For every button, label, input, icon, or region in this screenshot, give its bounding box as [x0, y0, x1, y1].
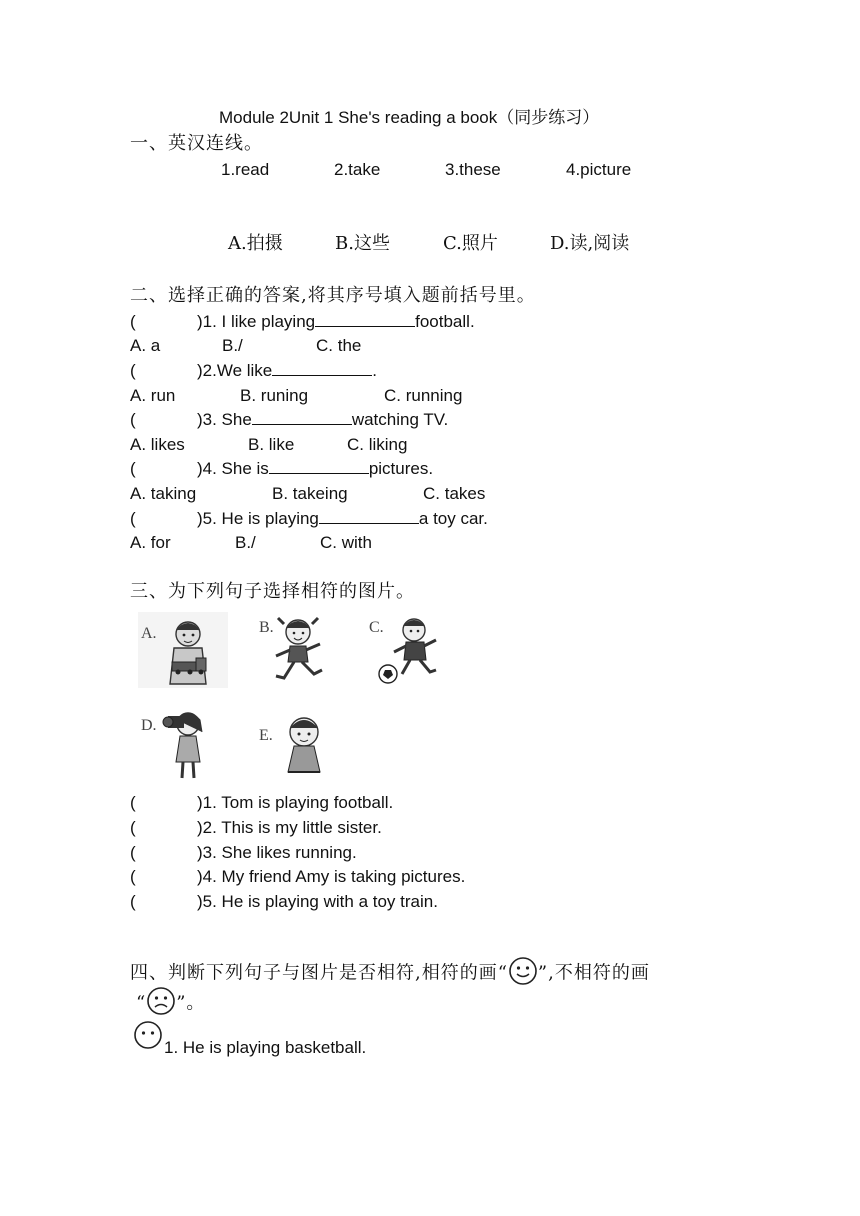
picture-label-b: B.	[259, 619, 274, 636]
answer-blank[interactable]	[269, 459, 369, 474]
picture-b	[256, 612, 336, 688]
sentence: )1. Tom is playing football.	[197, 793, 394, 812]
question-stem: )5. He is playing a toy car.	[197, 509, 488, 528]
sentence-bracket: (	[130, 843, 136, 862]
section4-question-1: 1. He is playing basketball.	[164, 1038, 367, 1057]
picture-label-d: D.	[141, 717, 157, 734]
question-stem: )4. She is pictures.	[197, 459, 434, 478]
option: B. runing	[240, 386, 309, 405]
sentence-bracket: (	[130, 867, 136, 886]
question-stem: )1. I like playing football.	[197, 312, 475, 331]
sentence-bracket: (	[130, 892, 136, 911]
sentence: )4. My friend Amy is taking pictures.	[197, 867, 466, 886]
answer-blank[interactable]	[315, 312, 415, 327]
sentence: )2. This is my little sister.	[197, 818, 382, 837]
meaning-b: B.这些	[335, 233, 390, 254]
picture-d	[138, 706, 218, 782]
boy-football-illustration	[366, 612, 446, 688]
question-stem: )2.We like .	[197, 361, 377, 380]
word-take: 2.take	[334, 160, 381, 179]
sentence-bracket: (	[130, 818, 136, 837]
question-bracket: (	[130, 509, 136, 528]
section2-heading: 二、选择正确的答案,将其序号填入题前括号里。	[130, 285, 536, 306]
option: A. taking	[130, 484, 197, 503]
meaning-d: D.读,阅读	[550, 233, 630, 254]
question-bracket: (	[130, 361, 136, 380]
option: B. like	[248, 435, 295, 454]
sentence: )3. She likes running.	[197, 843, 357, 862]
answer-blank[interactable]	[319, 509, 419, 524]
girl-camera-illustration	[138, 706, 218, 782]
section4-heading: 四、判断下列句子与图片是否相符,相符的画“ ”,不相符的画	[130, 956, 650, 991]
picture-label-c: C.	[369, 619, 384, 636]
picture-a	[138, 612, 228, 688]
section3-heading: 三、为下列句子选择相符的图片。	[130, 581, 415, 602]
picture-label-e: E.	[259, 727, 273, 744]
boy-with-train-illustration	[138, 612, 228, 688]
option: A. a	[130, 336, 161, 355]
word-these: 3.these	[445, 160, 501, 179]
meaning-c: C.照片	[443, 233, 498, 254]
option: C. takes	[423, 484, 486, 503]
option: B./	[222, 336, 243, 355]
option: C. with	[320, 533, 372, 552]
option: C. the	[316, 336, 362, 355]
word-read: 1.read	[221, 160, 270, 179]
word-picture: 4.picture	[566, 160, 632, 179]
sentence: )5. He is playing with a toy train.	[197, 892, 438, 911]
question-bracket: (	[130, 312, 136, 331]
question-bracket: (	[130, 410, 136, 429]
option: B. takeing	[272, 484, 348, 503]
option: A. likes	[130, 435, 185, 454]
answer-face-icon[interactable]	[133, 1020, 163, 1050]
answer-blank[interactable]	[272, 361, 372, 376]
option: B./	[235, 533, 256, 552]
meaning-a: A.拍摄	[228, 233, 283, 254]
picture-c	[366, 612, 446, 688]
smile-face-icon	[508, 956, 538, 991]
section1-heading: 一、英汉连线。	[130, 133, 263, 154]
little-boy-illustration	[256, 706, 336, 782]
option: C. liking	[347, 435, 408, 454]
question-stem: )3. She watching TV.	[197, 410, 449, 429]
girl-running-illustration	[256, 612, 336, 688]
question-bracket: (	[130, 459, 136, 478]
sentence-bracket: (	[130, 793, 136, 812]
option: C. running	[384, 386, 463, 405]
sad-face-icon	[146, 986, 176, 1021]
picture-e	[256, 706, 336, 782]
picture-label-a: A.	[141, 625, 157, 642]
page-title: Module 2Unit 1 She's reading a book（同步练习）	[219, 108, 600, 127]
option: A. run	[130, 386, 176, 405]
answer-blank[interactable]	[252, 410, 352, 425]
option: A. for	[130, 533, 171, 552]
section4-heading-line2: “ ”。	[136, 986, 205, 1021]
